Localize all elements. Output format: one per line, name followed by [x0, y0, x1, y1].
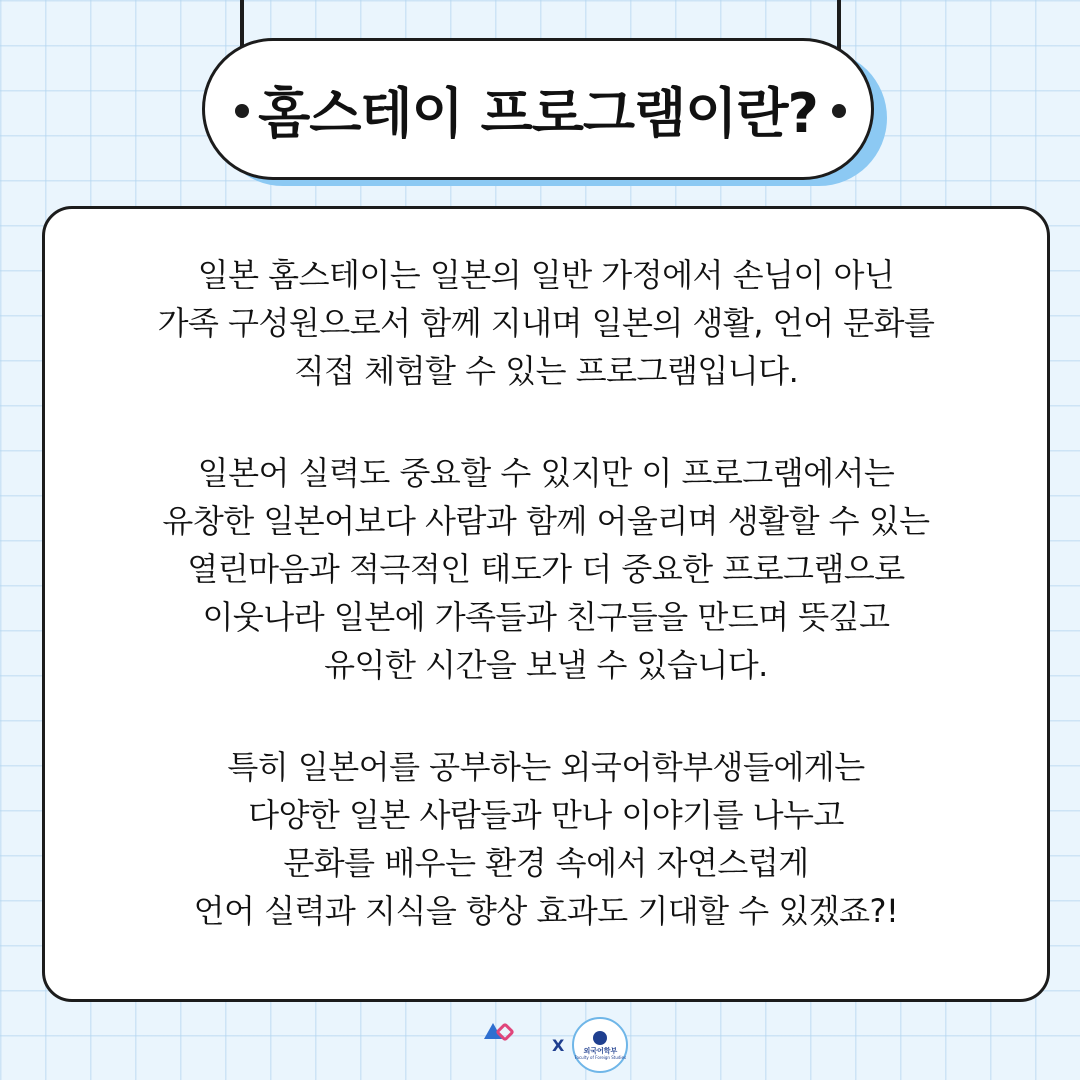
- faculty-name-english: Faculty of Foreign Studies: [574, 1054, 627, 1060]
- text-line: 가족 구성원으로서 함께 지내며 일본의 생활, 언어 문화를: [157, 304, 935, 342]
- page-title: 홈스테이 프로그램이란?: [258, 81, 818, 145]
- text-line: 직접 체험할 수 있는 프로그램입니다.: [293, 352, 799, 390]
- paragraph-intro: [45, 251, 1047, 395]
- text-line: 유창한 일본어보다 사람과 함께 어울리며 생활할 수 있는: [162, 502, 930, 540]
- footer-logos: [480, 1015, 628, 1075]
- emblem-seal: [593, 1031, 607, 1045]
- text-line: 유익한 시간을 보낼 수 있습니다.: [324, 646, 768, 684]
- text-line: 문화를 배우는 환경 속에서 자연스럽게: [283, 844, 809, 882]
- program-logo-icon: [480, 1021, 544, 1069]
- collaboration-x: X: [552, 1035, 565, 1055]
- text-line: 일본 홈스테이는 일본의 일반 가정에서 손님이 아닌: [197, 256, 895, 294]
- text-line: 다양한 일본 사람들과 만나 이야기를 나누고: [248, 796, 844, 834]
- content-card: [42, 206, 1050, 1002]
- text-line: 이웃나라 일본에 가족들과 친구들을 만드며 뜻깊고: [202, 598, 890, 636]
- faculty-name: 외국어학부: [583, 1046, 618, 1055]
- paragraph-benefit: [45, 743, 1047, 935]
- hanging-dot-right: [832, 104, 846, 118]
- paragraph-attitude: [45, 449, 1047, 689]
- text-line: 열린마음과 적극적인 태도가 더 중요한 프로그램으로: [187, 550, 905, 588]
- text-line: 언어 실력과 지식을 향상 효과도 기대할 수 있겠죠?!: [193, 892, 899, 930]
- title-banner: [202, 38, 874, 180]
- hanging-dot-left: [235, 104, 249, 118]
- faculty-emblem-icon: [572, 1017, 628, 1073]
- text-line: 일본어 실력도 중요할 수 있지만 이 프로그램에서는: [197, 454, 895, 492]
- text-line: 특히 일본어를 공부하는 외국어학부생들에게는: [227, 748, 865, 786]
